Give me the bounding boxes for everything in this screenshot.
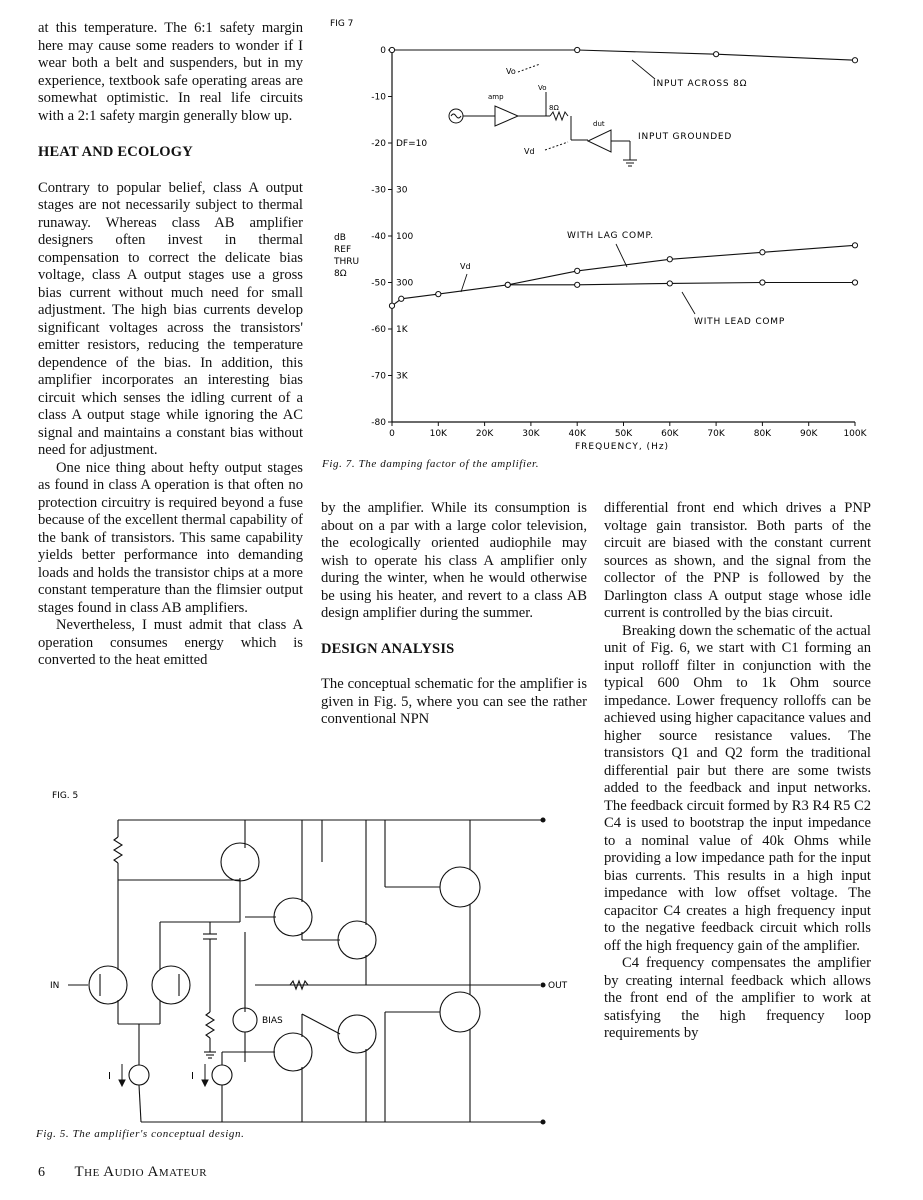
probe-line [518, 64, 540, 72]
column-3 [604, 500, 871, 1043]
column-1 [38, 20, 303, 670]
df-tick-label: 3K [396, 371, 408, 382]
transistor-output-bottom-driver [338, 1015, 376, 1053]
column-2 [321, 500, 587, 729]
df-tick-label: 30 [396, 185, 408, 196]
annotation-vd: Vd [460, 262, 471, 271]
inset-label-vd: Vd [524, 147, 535, 156]
schematic-drawing [68, 818, 545, 1124]
arrow-head [202, 1080, 208, 1086]
x-tick-label: 70K [707, 429, 725, 439]
bias-label: BIAS [262, 1016, 283, 1026]
y-tick-label: 0 [380, 46, 386, 56]
heading-heat-and-ecology: HEAT AND ECOLOGY [38, 144, 193, 160]
annotation-leader [616, 244, 627, 267]
inset-label-8ohm: 8Ω [549, 104, 559, 112]
transistor-output-top-driver [338, 921, 376, 959]
page-number: 6 [38, 1165, 45, 1180]
out-label: OUT [548, 981, 568, 991]
current-label: I [191, 1071, 194, 1082]
paragraph: Nevertheless, I must admit that class A operation consumes energy which is converted to the heat emitted [38, 617, 303, 668]
x-tick-label: 0 [389, 429, 395, 439]
y-tick-label: -70 [371, 371, 386, 382]
fig7-label: FIG 7 [330, 19, 354, 29]
fig5-caption: Fig. 5. The amplifier's conceptual design. [36, 1128, 245, 1140]
data-point [667, 257, 672, 262]
y-tick-label: -40 [371, 232, 386, 242]
y-axis-title-line: dB [334, 233, 346, 243]
df-tick-label: 100 [396, 232, 414, 242]
current-label: I [108, 1071, 111, 1082]
transistor-output-top [440, 867, 480, 907]
transistor-output-bottom [440, 992, 480, 1032]
x-tick-label: 90K [800, 429, 818, 439]
paragraph-intro: at this temperature. The 6:1 safety margin here may cause some readers to wonder if I wear both a belt and suspenders, but in my experience, textbook safe operating areas are somewhat optimistic. In real life circuits with a 2:1 safety margin generally blow up. [38, 20, 303, 124]
paragraph: The conceptual schematic for the amplifier is given in Fig. 5, where you can see the rather conventional NPN [321, 676, 587, 727]
data-point [399, 296, 404, 301]
inset-circuit [449, 64, 637, 166]
inset-label-dut: dut [593, 120, 605, 128]
transistor-q1 [89, 966, 127, 1004]
data-point [852, 243, 857, 248]
resistor [114, 837, 122, 863]
x-tick-label: 10K [429, 429, 447, 439]
x-tick-label: 20K [475, 429, 494, 439]
df-tick-label: 300 [396, 278, 414, 289]
annotation-leader [682, 292, 695, 314]
current-source-1 [129, 1065, 149, 1085]
x-tick-label: 60K [661, 429, 679, 439]
transistor-driver-bottom [274, 1033, 312, 1071]
data-point [505, 282, 510, 287]
fig7-chart [320, 12, 880, 472]
y-tick-label: -30 [371, 185, 386, 196]
data-point [852, 280, 857, 285]
heading-design-analysis: DESIGN ANALYSIS [321, 640, 455, 657]
annotation-lag-comp: WITH LAG COMP. [567, 231, 654, 241]
data-point [760, 250, 765, 255]
wire [302, 1014, 340, 1034]
amp-symbol [495, 106, 518, 126]
paragraph: differential front end which drives a PNP voltage gain transistor. Both parts of the circuit are biased with the constant current sources as shown, and the signal from the collector of the PNP is followed by the Darlington class A output stage whose idle current is controlled by the bias circuit. [604, 500, 871, 621]
x-tick-label: 40K [568, 429, 586, 439]
fig5-label: FIG. 5 [52, 791, 79, 801]
fig7-caption: Fig. 7. The damping factor of the amplifier. [322, 458, 540, 470]
y-tick-label: -60 [371, 325, 386, 335]
transistor-q2 [152, 966, 190, 1004]
data-point [389, 303, 394, 308]
current-source-2 [212, 1065, 232, 1085]
paragraph: Breaking down the schematic of the actual unit of Fig. 6, we start with C1 forming an input rolloff filter in conjunction with the typical 600 Ohm to 1k Ohm source impedance. Lower frequency rolloffs can be achieved using higher capacitance values and higher source resistance values. The transistors Q1 and Q2 form the traditional differential pair but there are some twists added to the feedback and input networks. The feedback circuit formed by R3 R4 R5 C2 C4 is used to bootstrap the input impedance to a nominal value of 40k Ohms while providing a low impedance path for the input bias currents. This results in a high input impedance with low offset voltage. The capacitor C4 creates a high frequency input to the negative feedback circuit which rolls off the high frequency gain of the amplifier. [604, 622, 871, 954]
terminal [541, 818, 545, 822]
transistor-driver-top [274, 898, 312, 936]
annotation-leader [461, 274, 467, 292]
x-tick-label: 50K [614, 429, 633, 439]
inset-label-vo: Vo [538, 84, 547, 92]
series-line [392, 245, 855, 305]
transistor-pnp-top [221, 843, 259, 881]
data-point [575, 282, 580, 287]
data-point [852, 58, 857, 63]
df-tick-label: 1K [396, 325, 408, 335]
y-tick-label: -50 [371, 278, 386, 289]
y-axis-title-line: THRU [334, 257, 360, 267]
paragraph: by the amplifier. While its consumption is about on a par with a large color television, the ecologically oriented audiophile may wish to operate his class A amplifier only during the winter, when he would otherwise be using his heater, and revert to a class AB design amplifier during the summer. [321, 500, 587, 621]
sine-symbol [451, 114, 461, 118]
x-tick-label: 80K [753, 429, 772, 439]
y-axis-title-line: 8Ω [334, 269, 347, 279]
data-point [436, 292, 441, 297]
fig5-schematic [40, 782, 600, 1152]
annotation-lead-comp: WITH LEAD COMP [694, 317, 786, 327]
series-line [392, 50, 855, 60]
annotation-input-grounded: INPUT GROUNDED [638, 132, 733, 142]
fig7-axes [371, 46, 867, 439]
paragraph: C4 frequency compensates the amplifier by creating internal feedback which allows the front end of the amplifier to work at satisfying the high frequency loop requirements by [604, 955, 871, 1041]
data-point [389, 47, 394, 52]
y-tick-label: -20 [371, 139, 386, 149]
probe-line [545, 142, 568, 150]
annotation-input-across: INPUT ACROSS 8Ω [653, 79, 748, 89]
data-point [714, 52, 719, 57]
resistor-8ohm [550, 112, 568, 120]
dut-symbol [588, 130, 611, 152]
in-label: IN [50, 981, 60, 991]
data-point [760, 280, 765, 285]
out-terminal [541, 983, 545, 987]
x-tick-label: 30K [522, 429, 540, 439]
terminal [541, 1120, 545, 1124]
series-line [508, 283, 855, 285]
annotation-leader [632, 60, 655, 79]
resistor [206, 1012, 214, 1038]
data-point [575, 268, 580, 273]
df-tick-label: DF=10 [396, 139, 428, 149]
y-tick-label: -10 [371, 92, 386, 103]
y-tick-label: -80 [371, 418, 386, 428]
paragraph: Contrary to popular belief, class A output stages are not necessarily subject to thermal runaway. Whereas class AB amplifier designers often invest in thermal compensation to correct the delicate bias voltage, class A output stages use a gross bias current without much need for small adjustment. The high bias currents develop significant voltages across the transistors' emitter resistors, reducing the temperature dependence of the bias. In addition, this amplifier incorporates an interesting bias circuit which senses the idling current of a class A output stage while ignoring the AC signal and maintains a constant bias without need for adjustment. [38, 179, 303, 458]
x-axis-title: FREQUENCY, (Hz) [575, 442, 670, 452]
page-footer [38, 1164, 207, 1181]
arrow-head [119, 1080, 125, 1086]
data-point [575, 47, 580, 52]
wire [139, 1085, 141, 1122]
inset-label-amp: amp [488, 93, 504, 101]
paragraph: One nice thing about hefty output stages as found in class A operation is that often no protection circuitry is required beyond a fuse because of the excellent thermal capability of the bank of transistors. This same capability yields better performance into demanding loads and holds the transistor chips at a more constant temperature than the flimsier output stages found in class AB amplifiers. [38, 459, 303, 616]
x-tick-label: 100K [843, 429, 867, 439]
y-axis-title-line: REF [334, 245, 352, 255]
inset-label-vo: Vo [506, 67, 516, 76]
data-point [667, 281, 672, 286]
magazine-name: The Audio Amateur [74, 1164, 208, 1180]
